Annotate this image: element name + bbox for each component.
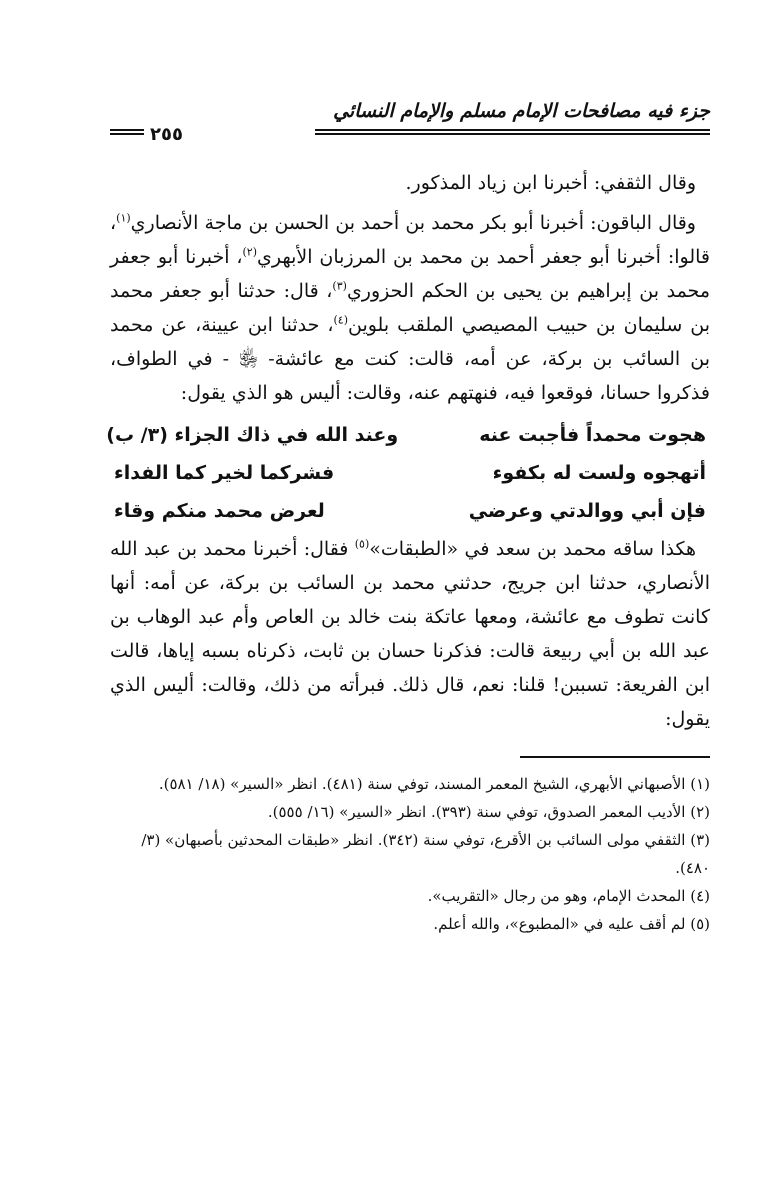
verse-3 [110, 492, 710, 530]
paragraph-3-part-b: فقال: أخبرنا محمد بن عبد الله الأنصاري، حدثنا ابن جريج، حدثني محمد بن السائب بن بركة، عن أمه: أنها كانت تطوف مع عائشة، ومعها عاتكة بنت خالد بن العاص وأم عبد الوهاب بن عبد الله بن أبي ربيعة قالت: فذكرنا حسان بن ثابت، ذكرناه بسبه إياها، قالت ابن الفريعة: تسببن! قلنا: نعم، قال ذلك. فبرأته من ذلك، وقالت: أليس الذي يقول: [110, 538, 710, 730]
poem [106, 416, 710, 530]
verse-1-first-hemistich: هجوت محمداً فأجبت عنه [479, 424, 706, 446]
page-number-rule [110, 129, 144, 135]
footnote-4: (٤) المحدث الإمام، وهو من رجال «التقريب». [427, 887, 710, 905]
paragraph-2-part-b: ، قالوا: أخبرنا أبو جعفر أحمد بن محمد بن المرزبان الأبهري [110, 212, 710, 268]
footnote-5: (٥) لم أقف عليه في «المطبوع»، والله أعلم. [433, 915, 710, 933]
footnote-1: (١) الأصبهاني الأبهري، الشيخ المعمر المسند، توفي سنة (٤٨١). انظر «السير» (١٨/ ٥٨١). [158, 775, 710, 793]
paragraph-3-part-a: هكذا ساقه محمد بن سعد في «الطبقات» [369, 538, 696, 560]
paragraph-2-part-d: ، قال: حدثنا أبو جعفر محمد بن سليمان بن حبيب المصيصي الملقب بلوين [110, 280, 711, 336]
footnote-separator [520, 756, 710, 758]
footnote-ref-3[interactable]: (٣) [332, 279, 347, 293]
verse-2-first-hemistich: أتهجوه ولست له بكفوء [492, 462, 706, 484]
verse-2 [110, 454, 710, 492]
running-header [110, 96, 710, 148]
paragraph-2-part-c: ، أخبرنا أبو جعفر محمد بن إبراهيم بن يحيى بن الحكم الحزوري [110, 246, 710, 302]
verse-3-first-hemistich: فإن أبي ووالدتي وعرضي [468, 500, 706, 522]
paragraph-1: وقال الثقفي: أخبرنا ابن زياد المذكور. [405, 172, 696, 194]
verse-1-second-hemistich: وعند الله في ذاك الجزاء (٣/ ب) [106, 424, 399, 446]
footnote-ref-1[interactable]: (١) [116, 211, 131, 225]
paragraph-2-part-a: وقال الباقون: أخبرنا أبو بكر محمد بن أحمد بن الحسن بن ماجة الأنصاري [130, 212, 696, 234]
book-page [106, 96, 711, 1056]
paragraph-2-part-e: ، حدثنا ابن عيينة، عن محمد بن السائب بن بركة، عن أمه، قالت: كنت مع عائشة- ﵂ - في الطواف، فذكروا حسانا، فوقعوا فيه، فنهتهم عنه، وقالت: أليس هو الذي يقول: [110, 314, 710, 404]
header-title: جزء فيه مصافحات الإمام مسلم والإمام النسائي [333, 100, 710, 122]
page-number: ٢٥٥ [150, 124, 183, 145]
paragraph-2 [110, 206, 710, 410]
footnotes [110, 770, 710, 938]
paragraph-3 [110, 532, 710, 736]
header-rule [315, 129, 710, 135]
footnote-ref-2[interactable]: (٢) [242, 245, 258, 259]
footnote-2: (٢) الأديب المعمر الصدوق، توفي سنة (٣٩٣). انظر «السير» (١٦/ ٥٥٥). [267, 803, 710, 821]
verse-1 [106, 416, 710, 454]
footnote-3: (٣) الثقفي مولى السائب بن الأقرع، توفي سنة (٣٤٢). انظر «طبقات المحدثين بأصبهان» (٣/ ٤٨٠). [141, 831, 710, 877]
verse-2-second-hemistich: فشركما لخير كما الفداء [114, 462, 335, 484]
verse-3-second-hemistich: لعرض محمد منكم وقاء [114, 500, 325, 522]
footnote-ref-5[interactable]: (٥) [354, 537, 370, 551]
footnote-ref-4[interactable]: (٤) [333, 313, 348, 327]
body-text [106, 166, 711, 736]
